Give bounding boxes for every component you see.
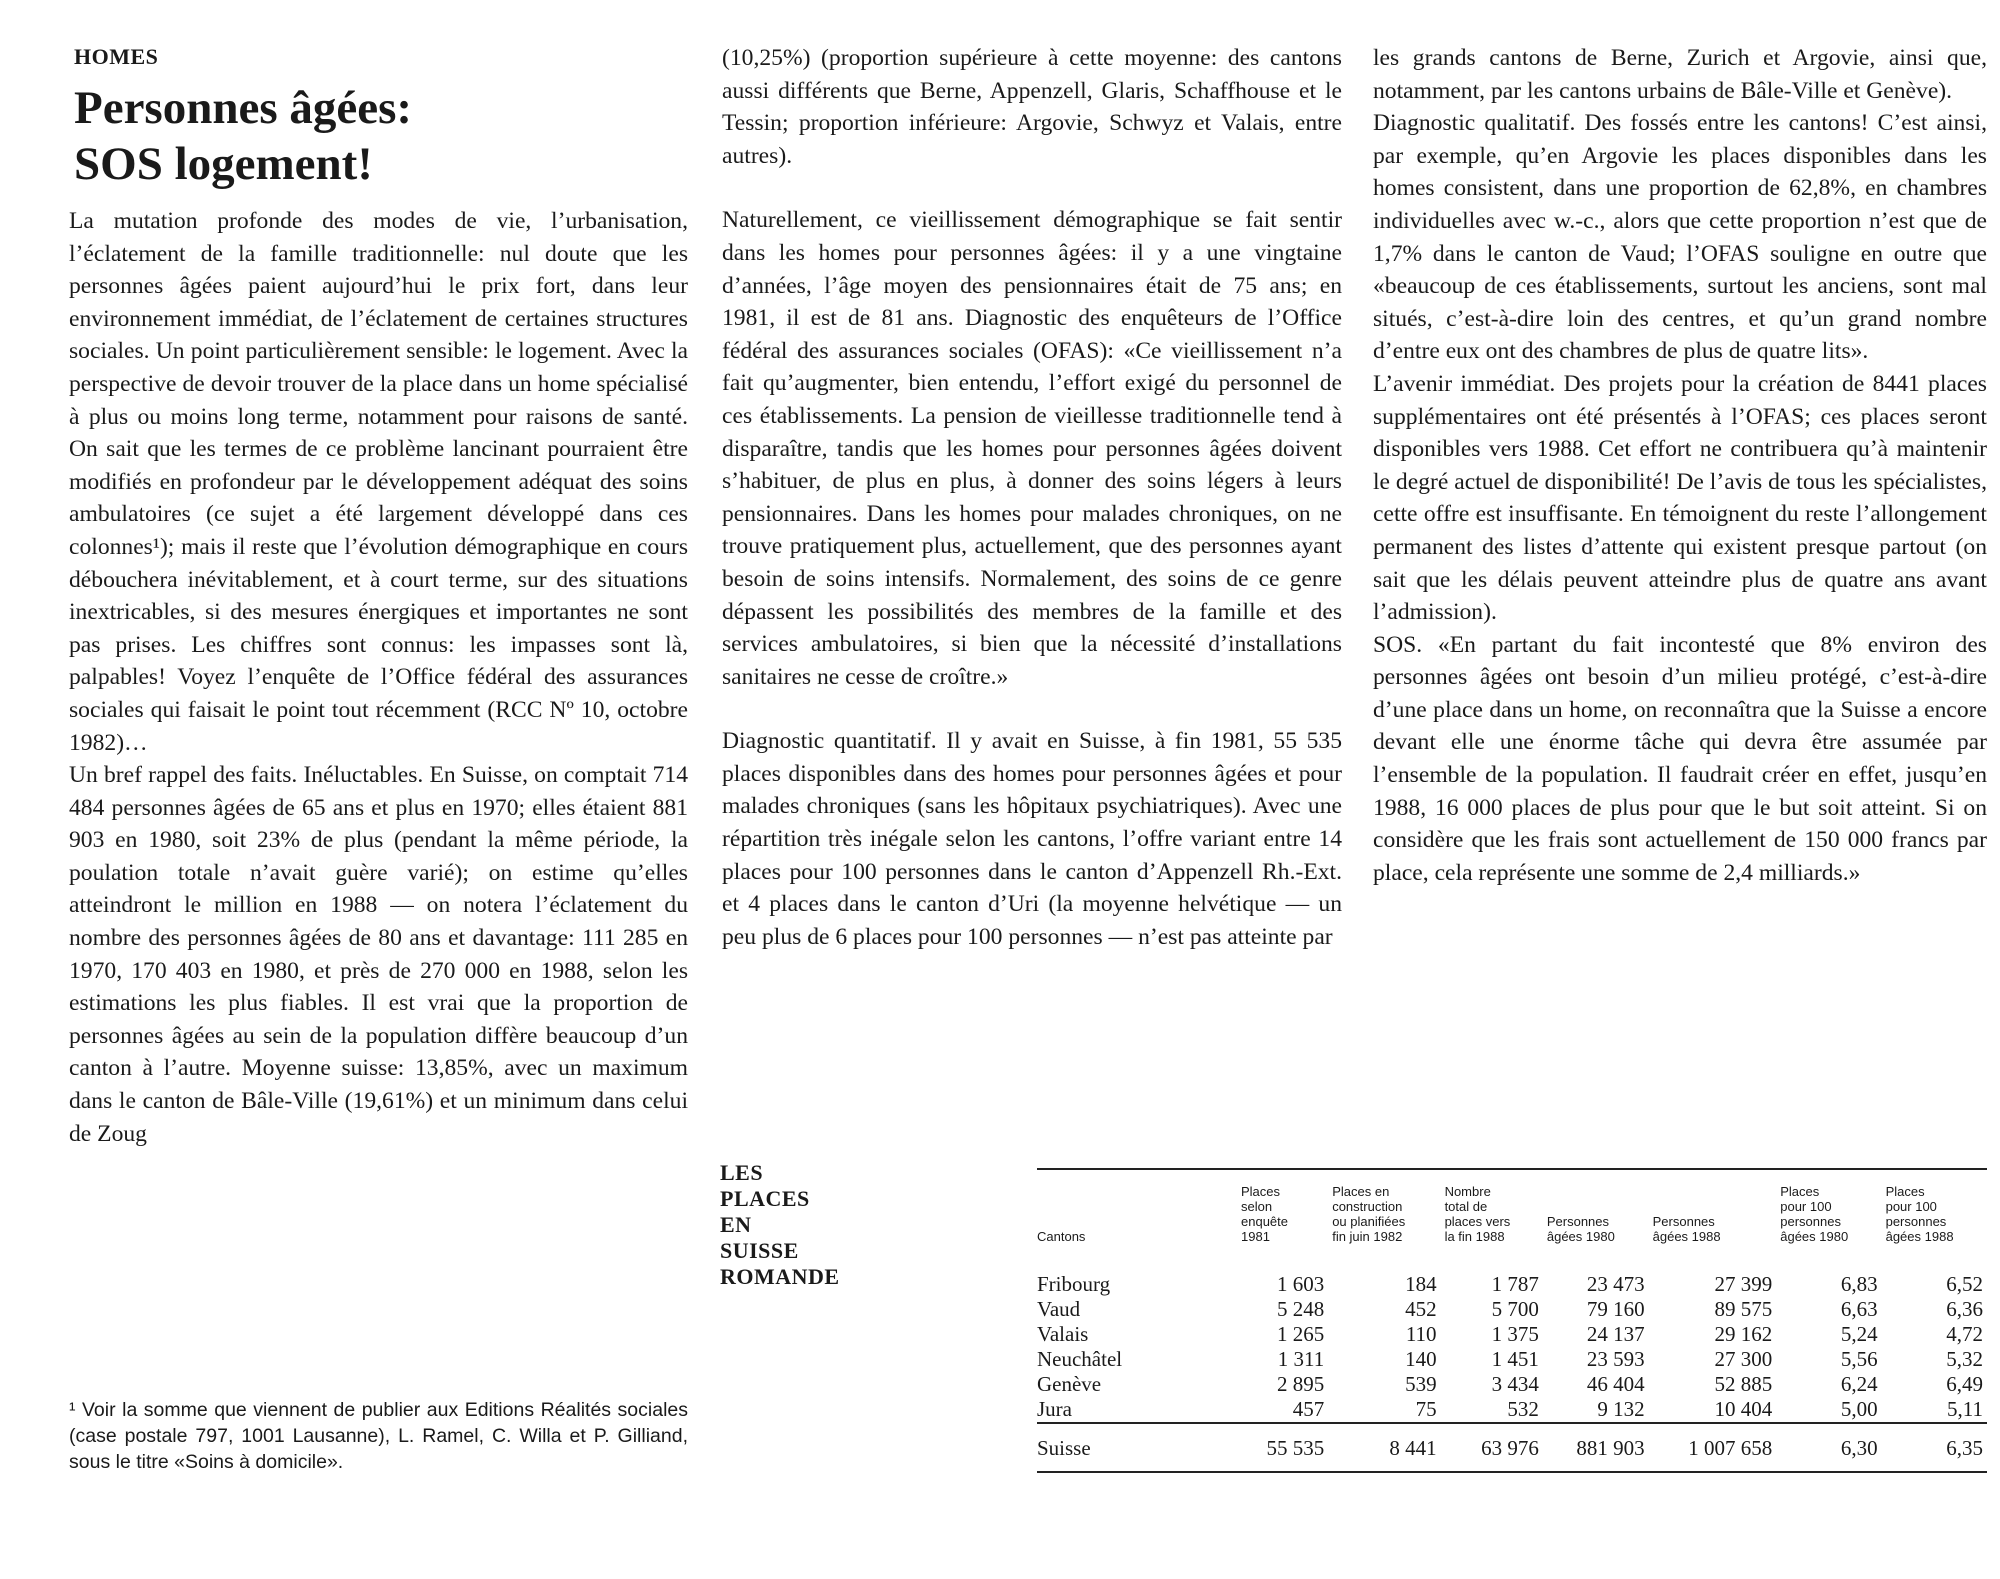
table-cell: 110 [1405, 1322, 1437, 1346]
paragraph: SOS. «En partant du fait incontesté que 8% environ des personnes âgées ont besoin d’un milieu protégé, c’est-à-dire d’une place dans un home, on reconnaîtra que la Suisse a encore devant elle une énorme tâche qui devra être assumée par l’ensemble de la population. Il faudrait créer en effet, jusqu’en 1988, 16 000 places de plus pour que le but soit atteint. Si on considère que les frais sont actuellement de 150 000 francs par place, cela représente une somme de 2,4 milliards.» [1373, 631, 1987, 886]
table-cell: 6,36 [1946, 1297, 1983, 1321]
table-cell: 6,63 [1840, 1297, 1878, 1321]
table-cell: 75 [1415, 1397, 1437, 1421]
table-title-line: SUISSE [720, 1238, 799, 1263]
table-cell: 452 [1405, 1297, 1437, 1321]
table-cell: 29 162 [1714, 1322, 1773, 1346]
header-ratio-1980: Places pour 100 personnes âgées 1980 [1780, 1184, 1849, 1244]
paragraph: les grands cantons de Berne, Zurich et Argovie, ainsi que, notamment, par les cantons urbains de Bâle-Ville et Genève). [1373, 45, 1987, 104]
table-cell: 1 007 658 [1649, 1423, 1777, 1472]
table-cell: 2 895 [1276, 1372, 1325, 1396]
header-places-construction: Places en construction ou planifiées fin juin 1982 [1332, 1184, 1406, 1244]
header-persons-1980: Personnes âgées 1980 [1546, 1214, 1615, 1244]
section-label: HOMES [74, 44, 159, 69]
table-row [1037, 1297, 1987, 1322]
table-row [1037, 1372, 1987, 1397]
table-cell: 9 132 [1597, 1397, 1645, 1421]
table-cell: 6,24 [1840, 1372, 1878, 1396]
paragraph: Diagnostic quantitatif. Il y avait en Suisse, à fin 1981, 55 535 places disponibles dans des homes pour personnes âgées et pour malades chroniques (sans les hôpitaux psychiatriques). Avec une répartition très inégale selon les cantons, l’offre variant entre 14 places pour 100 personnes dans le canton d’Appenzell Rh.-Ext. et 4 places dans le canton d’Uri (la moyenne helvétique — un peu plus de 6 places pour 100 personnes — n’est pas atteinte par [722, 728, 1342, 950]
table-cell: 5,00 [1840, 1397, 1878, 1421]
table-cell: 23 593 [1586, 1347, 1645, 1371]
table-cell: 4,72 [1946, 1322, 1983, 1346]
table-cell: 140 [1405, 1347, 1437, 1371]
canton-name: Genève [1037, 1372, 1102, 1396]
table-title [720, 1160, 880, 1290]
table-cell: 1 603 [1276, 1272, 1325, 1296]
table-cell: 89 575 [1714, 1297, 1773, 1321]
table-row [1037, 1252, 1987, 1297]
table-header-row [1037, 1170, 1987, 1252]
canton-name: Valais [1037, 1322, 1089, 1346]
table-cell: 5,32 [1946, 1347, 1983, 1371]
table-cell: 539 [1405, 1372, 1437, 1396]
table-cell: 24 137 [1586, 1322, 1645, 1346]
headline-line-2: SOS logement! [74, 138, 373, 190]
table-cell: 3 434 [1491, 1372, 1539, 1396]
paragraph: Un bref rappel des faits. Inéluctables. En Suisse, on comptait 714 484 personnes âgées de 65 ans et plus en 1970; elles étaient 881 903 en 1980, soit 23% de plus (pendant la même période, la poulation totale n’avait guère varié); on estime qu’elles atteindront le million en 1988 — on notera l’éclatement du nombre des personnes âgées de 80 ans et davantage: 111 285 en 1970, 170 403 en 1980, et près de 270 000 en 1988, selon les estimations les plus fiables. Il est vrai que la proportion de personnes âgées au sein de la population diffère beaucoup d’un canton à l’autre. Moyenne suisse: 13,85%, avec un maximum dans le canton de Bâle-Ville (19,61%) et un minimum dans celui de Zoug [69, 762, 688, 1147]
table-cell: 79 160 [1586, 1297, 1645, 1321]
table-cell: 6,52 [1946, 1272, 1983, 1296]
paragraph: L’avenir immédiat. Des projets pour la création de 8441 places supplémentaires ont été présentés à l’OFAS; ces places seront disponibles vers 1988. Cet effort ne contribuera qu’à maintenir le degré actuel de disponibilité! De l’avis de tous les spécialistes, cette offre est insuffisante. En témoignent du reste l’allongement permanent des listes d’attente qui existent presque partout (on sait que les délais peuvent atteindre plus de quatre ans avant l’admission). [1373, 370, 1987, 626]
table-cell: 5,24 [1840, 1322, 1878, 1346]
table-cell: 1 311 [1277, 1347, 1325, 1371]
table-row [1037, 1397, 1987, 1423]
table-cell: 6,83 [1840, 1272, 1878, 1296]
table-cell: 5,11 [1947, 1397, 1983, 1421]
table-cell: 10 404 [1714, 1397, 1773, 1421]
canton-name: Jura [1037, 1397, 1072, 1421]
table-cell: 532 [1507, 1397, 1539, 1421]
footnote: ¹ Voir la somme que viennent de publier aux Editions Réalités sociales (case postale 797, 1001 Lausanne), L. Ramel, C. Willa et P. Gilliand, sous le titre «Soins à domicile». [69, 1399, 688, 1473]
table-title-line: ROMANDE [720, 1264, 840, 1289]
paragraph: Diagnostic qualitatif. Des fossés entre les cantons! C’est ainsi, par exemple, qu’en Argovie les places disponibles dans les homes consistent, dans une proportion de 62,8%, en chambres individuelles avec w.-c., alors que cette proportion n’est que de 1,7% dans le canton de Vaud; l’OFAS souligne en outre que «beaucoup de ces établissements, surtout les anciens, sont mal situés, c’est-à-dire loin des centres, et qu’un grand nombre d’entre eux ont des chambres de plus de quatre lits». [1373, 110, 1987, 365]
headline [74, 80, 634, 192]
table-row [1037, 1347, 1987, 1372]
table-row [1037, 1322, 1987, 1347]
table-cell: 27 399 [1714, 1272, 1773, 1296]
table-cell: 5,56 [1840, 1347, 1878, 1371]
header-ratio-1988: Places pour 100 personnes âgées 1988 [1885, 1184, 1954, 1244]
table-cell: 1 375 [1491, 1322, 1539, 1346]
header-places-1981: Places selon enquête 1981 [1241, 1184, 1288, 1244]
paragraph: Naturellement, ce vieillissement démographique se fait sentir dans les homes pour personnes âgées: il y a une vingtaine d’années, l’âge moyen des pensionnaires était de 75 ans; en 1981, il est de 81 ans. Diagnostic des enquêteurs de l’Office fédéral des assurances sociales (OFAS): «Ce vieillissement n’a fait qu’augmenter, bien entendu, l’effort exigé du personnel de ces établissements. La pension de vieillesse traditionnelle tend à disparaître, tandis que les homes pour personnes âgées doivent s’habituer, de plus en plus, à donner des soins légers à leurs pensionnaires. Dans les homes pour malades chroniques, on ne trouve pratiquement plus, actuellement, que des personnes ayant besoin de soins intensifs. Normalement, des soins de ce genre dépassent les possibilités des membres de la famille et des services ambulatoires, si bien que la nécessité d’installations sanitaires ne cesse de croître.» [722, 207, 1342, 690]
table-title-line: EN [720, 1212, 752, 1237]
table-total-row [1037, 1423, 1987, 1472]
canton-name: Neuchâtel [1037, 1347, 1123, 1371]
table-cell: Suisse [1037, 1423, 1237, 1472]
table-title-line: LES [720, 1160, 764, 1185]
table-title-line: PLACES [720, 1186, 810, 1211]
table-cell: 5 248 [1276, 1297, 1325, 1321]
places-table [1037, 1168, 1987, 1473]
table-cell: 27 300 [1714, 1347, 1773, 1371]
table-cell: 5 700 [1491, 1297, 1539, 1321]
paragraph: La mutation profonde des modes de vie, l’urbanisation, l’éclatement de la famille traditionnelle: nul doute que les personnes âgées paient aujourd’hui le prix fort, dans leur environnement immédiat, de l’éclatement de certaines structures sociales. Un point particulièrement sensible: le logement. Avec la perspective de devoir trouver de la place dans un home spécialisé à plus ou moins long terme, notamment pour raisons de santé. On sait que les termes de ce problème lancinant pourraient être modifiés en profondeur par le développement adéquat des soins ambulatoires (ce sujet a été largement développé dans ces colonnes¹); mais il reste que l’évolution démographique en cours débouchera inévitablement, et à court terme, sur des situations inextricables, si des mesures énergiques et importantes ne sont pas prises. Les chiffres sont connus: les impasses sont là, palpables! Voyez l’enquête de l’Office fédéral des assurances sociales qui faisait le point tout récemment (RCC Nº 10, octobre 1982)… [69, 208, 688, 756]
table-cell: 881 903 [1543, 1423, 1649, 1472]
table-cell: 1 451 [1491, 1347, 1539, 1371]
table-cell: 1 265 [1276, 1322, 1325, 1346]
table-body [1037, 1252, 1987, 1423]
headline-line-1: Personnes âgées: [74, 82, 413, 134]
table-cell: 6,49 [1946, 1372, 1983, 1396]
header-persons-1988: Personnes âgées 1988 [1652, 1214, 1721, 1244]
table-cell: 63 976 [1441, 1423, 1543, 1472]
table-cell: 6,30 [1776, 1423, 1881, 1472]
table-cell: 46 404 [1586, 1372, 1645, 1396]
canton-name: Fribourg [1037, 1272, 1111, 1296]
table-cell: 457 [1292, 1397, 1325, 1421]
table-cell: 55 535 [1237, 1423, 1328, 1472]
column-3 [1373, 42, 1987, 889]
header-cantons: Cantons [1037, 1229, 1086, 1244]
paragraph: (10,25%) (proportion supérieure à cette moyenne: des cantons aussi différents que Berne, Appenzell, Glaris, Schaffhouse et le Tessin; proportion inférieure: Argovie, Schwyz et Valais, entre autres). [722, 45, 1342, 169]
column-1 [69, 205, 688, 1150]
table-cell: 52 885 [1714, 1372, 1773, 1396]
column-2 [722, 42, 1342, 953]
table-cell: 6,35 [1882, 1423, 1987, 1472]
table-cell: 8 441 [1328, 1423, 1440, 1472]
table-cell: 1 787 [1491, 1272, 1539, 1296]
table-cell: 184 [1405, 1272, 1437, 1296]
header-total-1988: Nombre total de places vers la fin 1988 [1444, 1184, 1511, 1244]
table-cell: 23 473 [1586, 1272, 1645, 1296]
canton-name: Vaud [1037, 1297, 1081, 1321]
